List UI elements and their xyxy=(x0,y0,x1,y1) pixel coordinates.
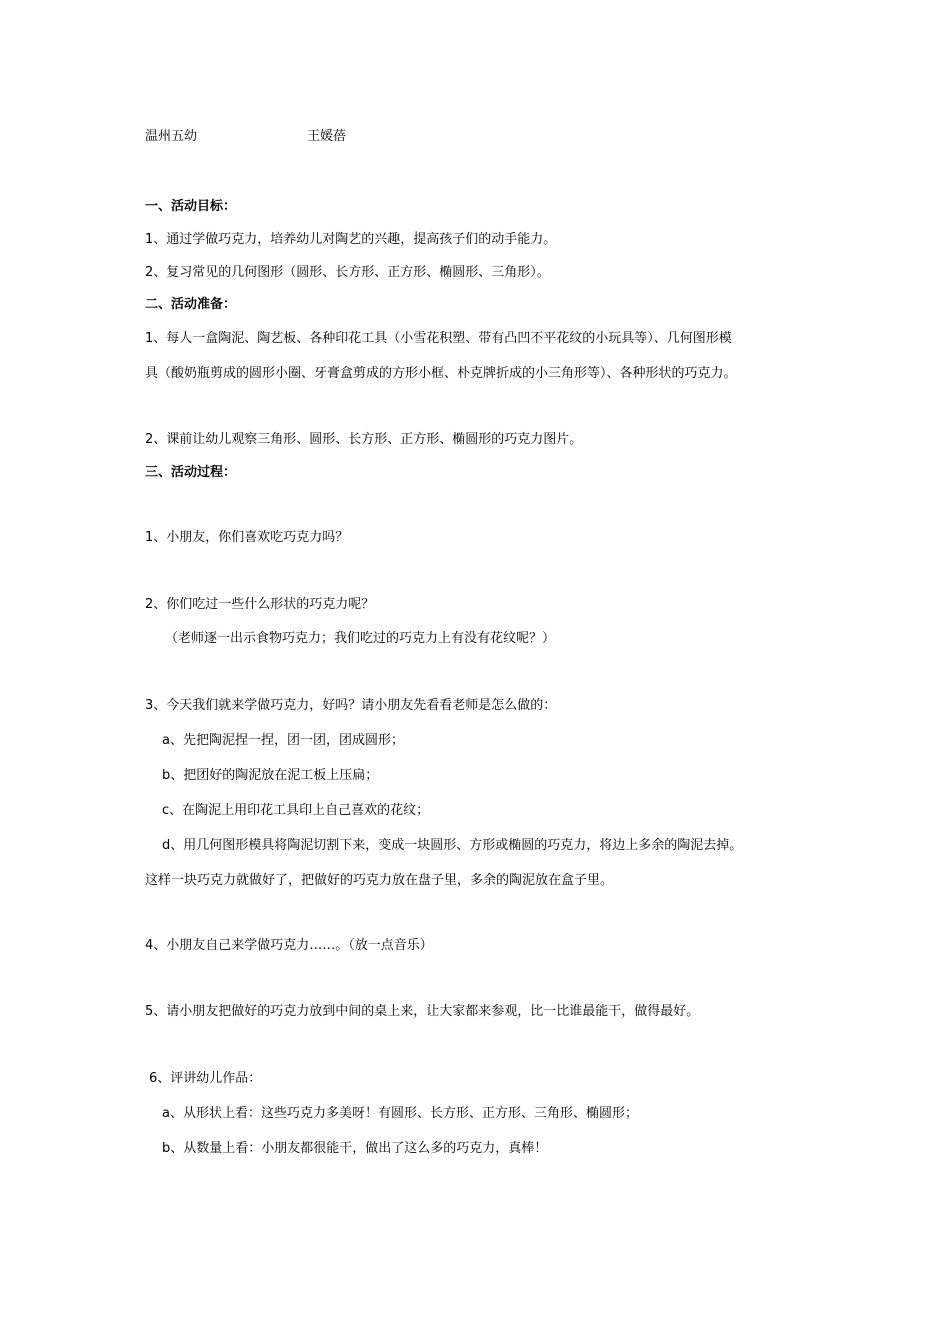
process-step-3c: c、在陶泥上用印花工具印上自己喜欢的花纹； xyxy=(162,803,430,818)
process-step-1: 1、小朋友，你们喜欢吃巧克力吗？ xyxy=(145,530,349,545)
process-step-3: 3、今天我们就来学做巧克力，好吗？请小朋友先看看老师是怎么做的： xyxy=(145,698,557,713)
process-heading: 三、活动过程： xyxy=(145,465,237,480)
process-step-6: 6、评讲幼儿作品： xyxy=(149,1071,262,1086)
process-step-2: 2、你们吃过一些什么形状的巧克力呢？ xyxy=(145,597,375,612)
school-name: 温州五幼 xyxy=(145,129,198,144)
process-step-3b: b、把团好的陶泥放在泥工板上压扁； xyxy=(162,768,379,783)
process-step-3a: a、先把陶泥捏一捏，团一团，团成圆形； xyxy=(162,733,404,748)
process-step-3d-continued: 这样一块巧克力就做好了，把做好的巧克力放在盘子里，多余的陶泥放在盒子里。 xyxy=(145,873,614,888)
process-step-5: 5、请小朋友把做好的巧克力放到中间的桌上来，让大家都来参观，比一比谁最能干，做得最好。 xyxy=(145,1004,700,1019)
prep-item-1-line1: 1、每人一盒陶泥、陶艺板、各种印花工具（小雪花积塑、带有凸凹不平花纹的小玩具等）、几何图形模 xyxy=(145,331,732,346)
prep-item-2: 2、课前让幼儿观察三角形、圆形、长方形、正方形、椭圆形的巧克力图片。 xyxy=(145,432,583,447)
process-step-3d: d、用几何图形模具将陶泥切割下来，变成一块圆形、方形或椭圆的巧克力，将边上多余的陶泥去掉。 xyxy=(162,838,743,853)
process-step-6b: b、从数量上看：小朋友都很能干，做出了这么多的巧克力，真棒！ xyxy=(162,1141,548,1156)
author-name: 王媛蓓 xyxy=(307,129,347,144)
goals-heading: 一、活动目标： xyxy=(145,199,237,214)
process-step-2-note: （老师逐一出示食物巧克力；我们吃过的巧克力上有没有花纹呢？） xyxy=(165,631,556,646)
process-step-6a: a、从形状上看：这些巧克力多美呀！有圆形、长方形、正方形、三角形、椭圆形； xyxy=(162,1106,638,1121)
process-step-4: 4、小朋友自己来学做巧克力……。（放一点音乐） xyxy=(145,938,433,953)
prep-heading: 二、活动准备： xyxy=(145,297,237,312)
goal-item-2: 2、复习常见的几何图形（圆形、长方形、正方形、椭圆形、三角形）。 xyxy=(145,265,550,280)
goal-item-1: 1、通过学做巧克力，培养幼儿对陶艺的兴趣，提高孩子们的动手能力。 xyxy=(145,232,557,247)
prep-item-1-line2: 具（酸奶瓶剪成的圆形小圈、牙膏盒剪成的方形小框、朴克牌折成的小三角形等）、各种形状的巧克力。 xyxy=(145,366,737,381)
